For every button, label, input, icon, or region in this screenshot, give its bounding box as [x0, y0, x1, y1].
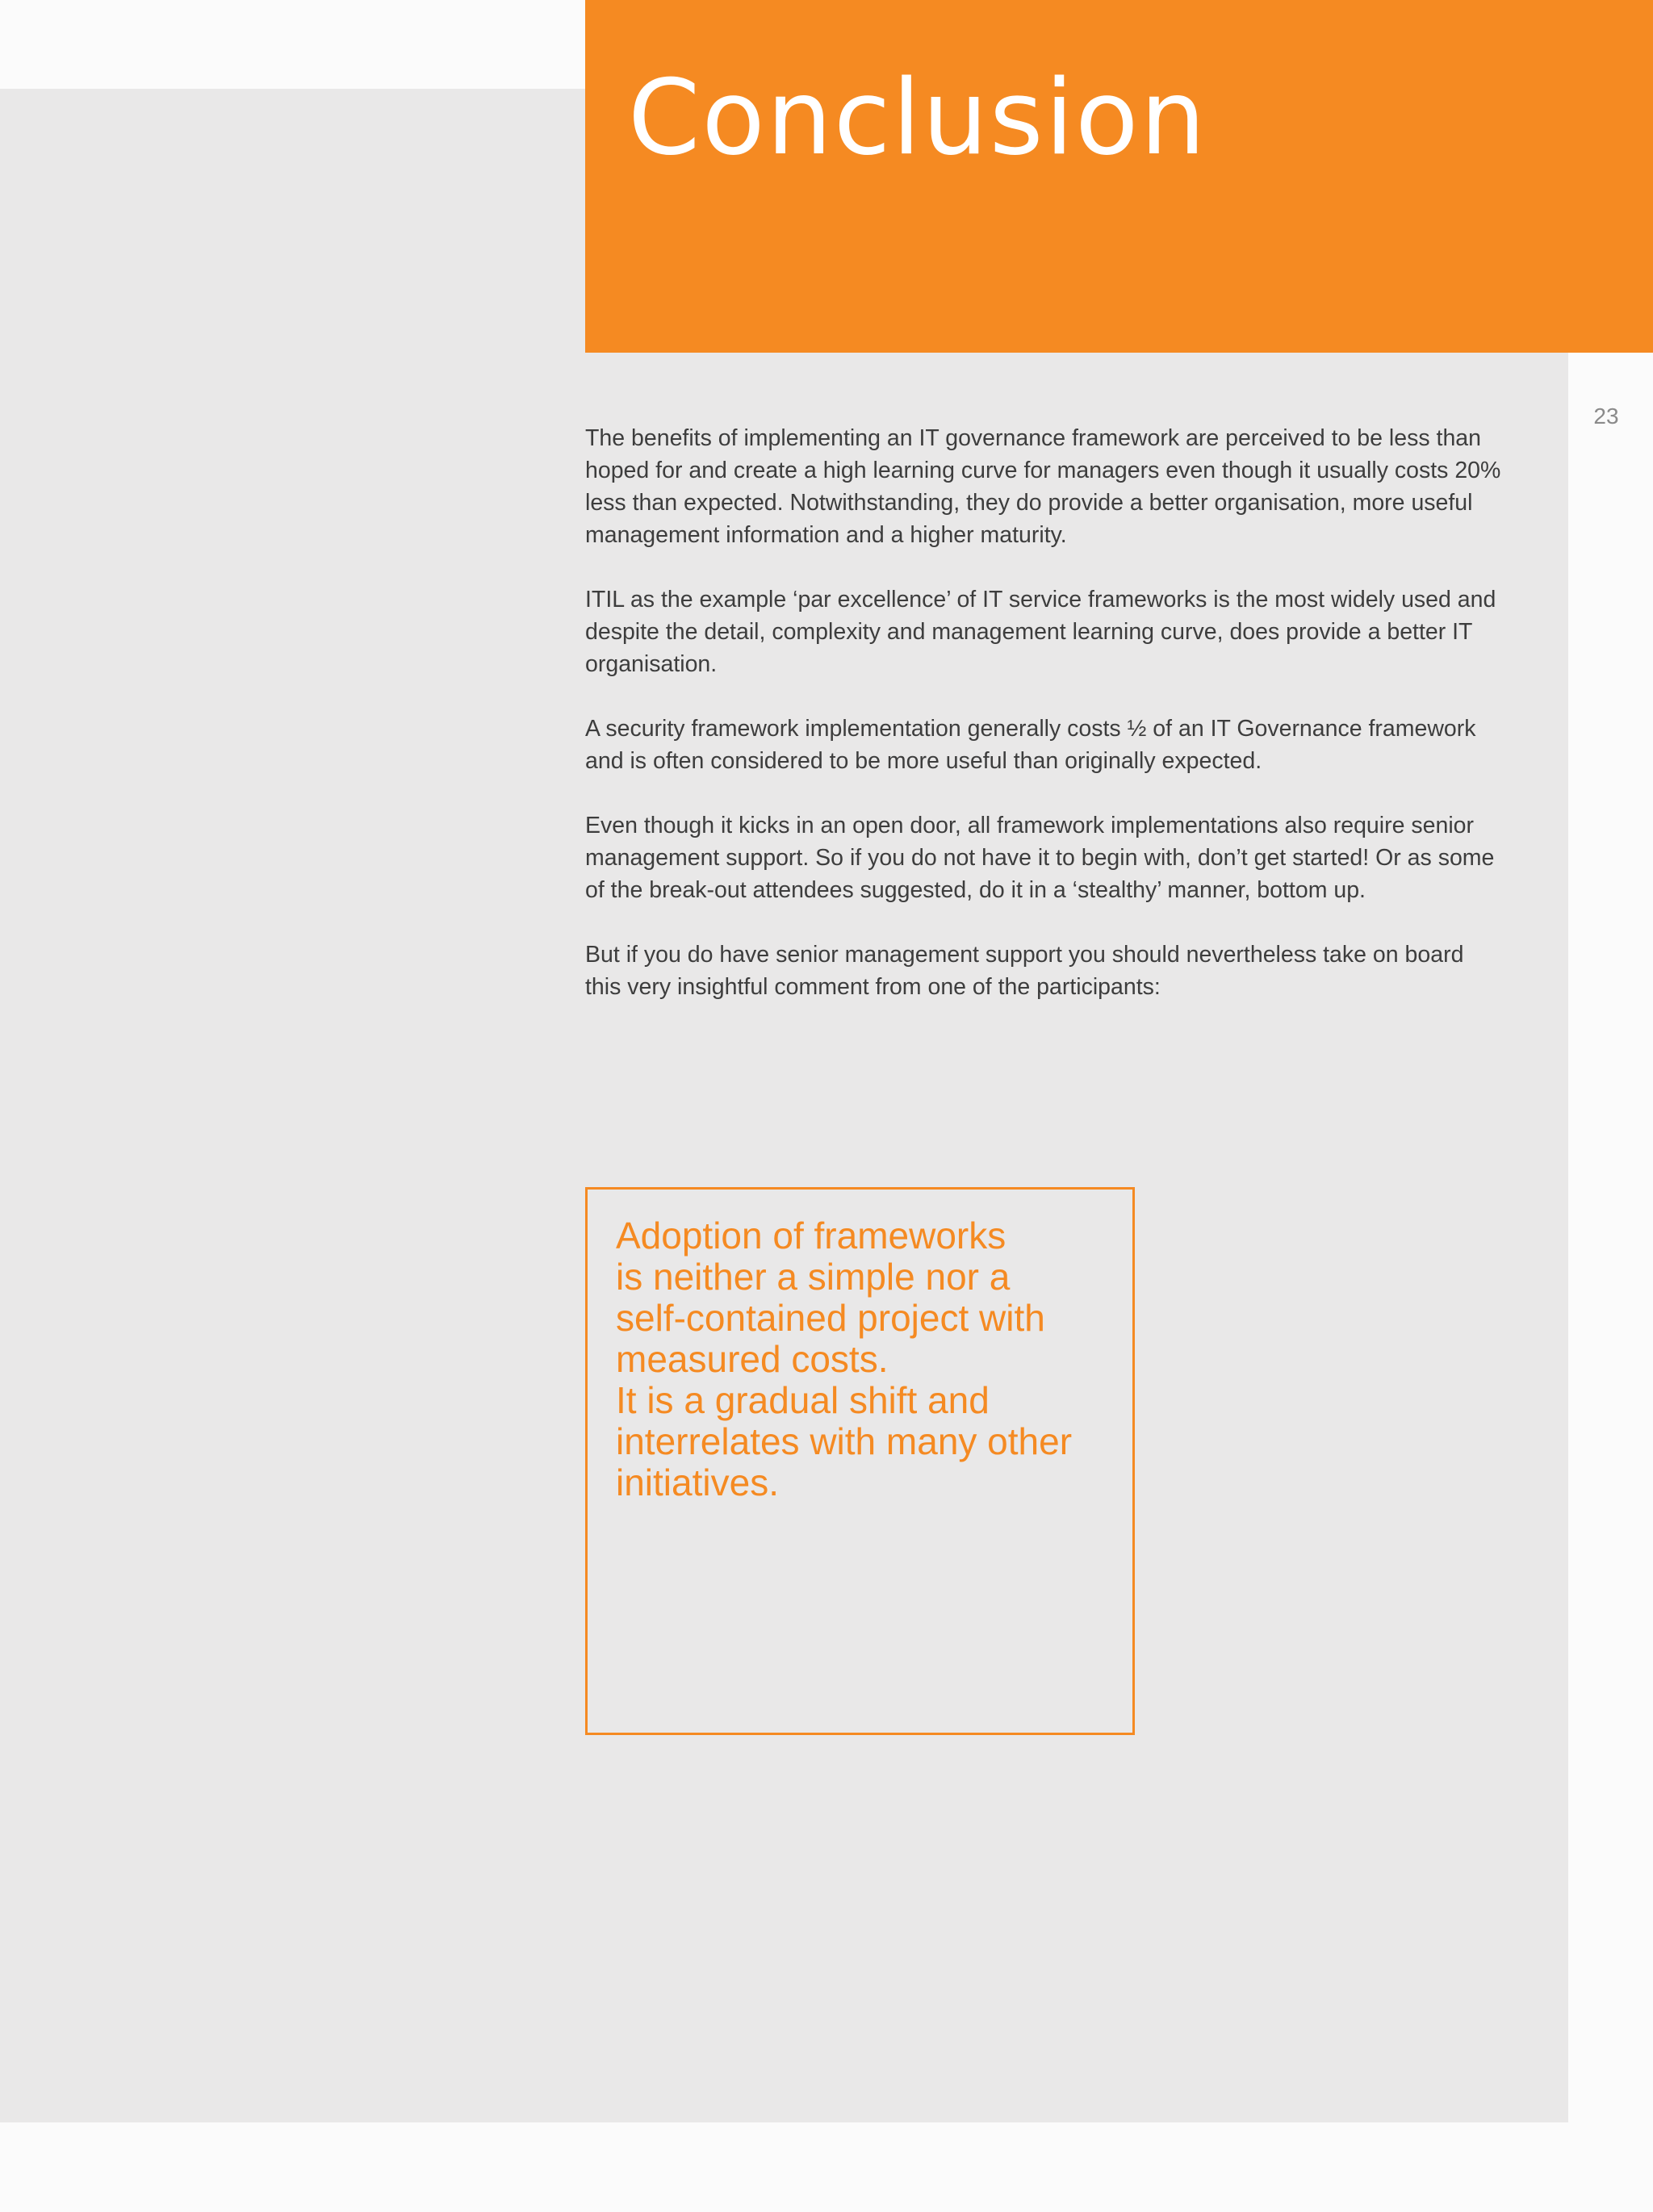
body-text [585, 422, 1505, 1035]
paragraph: But if you do have senior management support you should nevertheless take on board this very insightful comment from one of the participants: [585, 942, 1464, 1000]
paragraph: Even though it kicks in an open door, all framework implementations also require senior management support. So if you do not have it to begin with, don’t get started! Or as some of the break-out attendees suggested, do it in a ‘stealthy’ manner, bottom up. [585, 813, 1495, 903]
pull-quote-box [585, 1187, 1135, 1735]
page-title: Conclusion [628, 58, 1207, 178]
header-banner [585, 0, 1653, 353]
content-panel [0, 89, 1568, 2122]
paragraph: A security framework implementation generally costs ½ of an IT Governance framework and is often considered to be more useful than originally expected. [585, 716, 1476, 774]
pull-quote-text: Adoption of frameworks is neither a simple nor a self-contained project with measured costs. It is a gradual shift and interrelates with many other initiatives. [616, 1215, 1073, 1503]
page-number: 23 [1593, 404, 1619, 429]
paragraph: ITIL as the example ‘par excellence’ of IT service frameworks is the most widely used and despite the detail, complexity and management learning curve, does provide a better IT organisation. [585, 587, 1496, 677]
paragraph: The benefits of implementing an IT governance framework are perceived to be less than hoped for and create a high learning curve for managers even though it usually costs 20% less than expected. Notwithstanding, they do provide a better organisation, more useful management information and a higher maturity. [585, 425, 1501, 548]
